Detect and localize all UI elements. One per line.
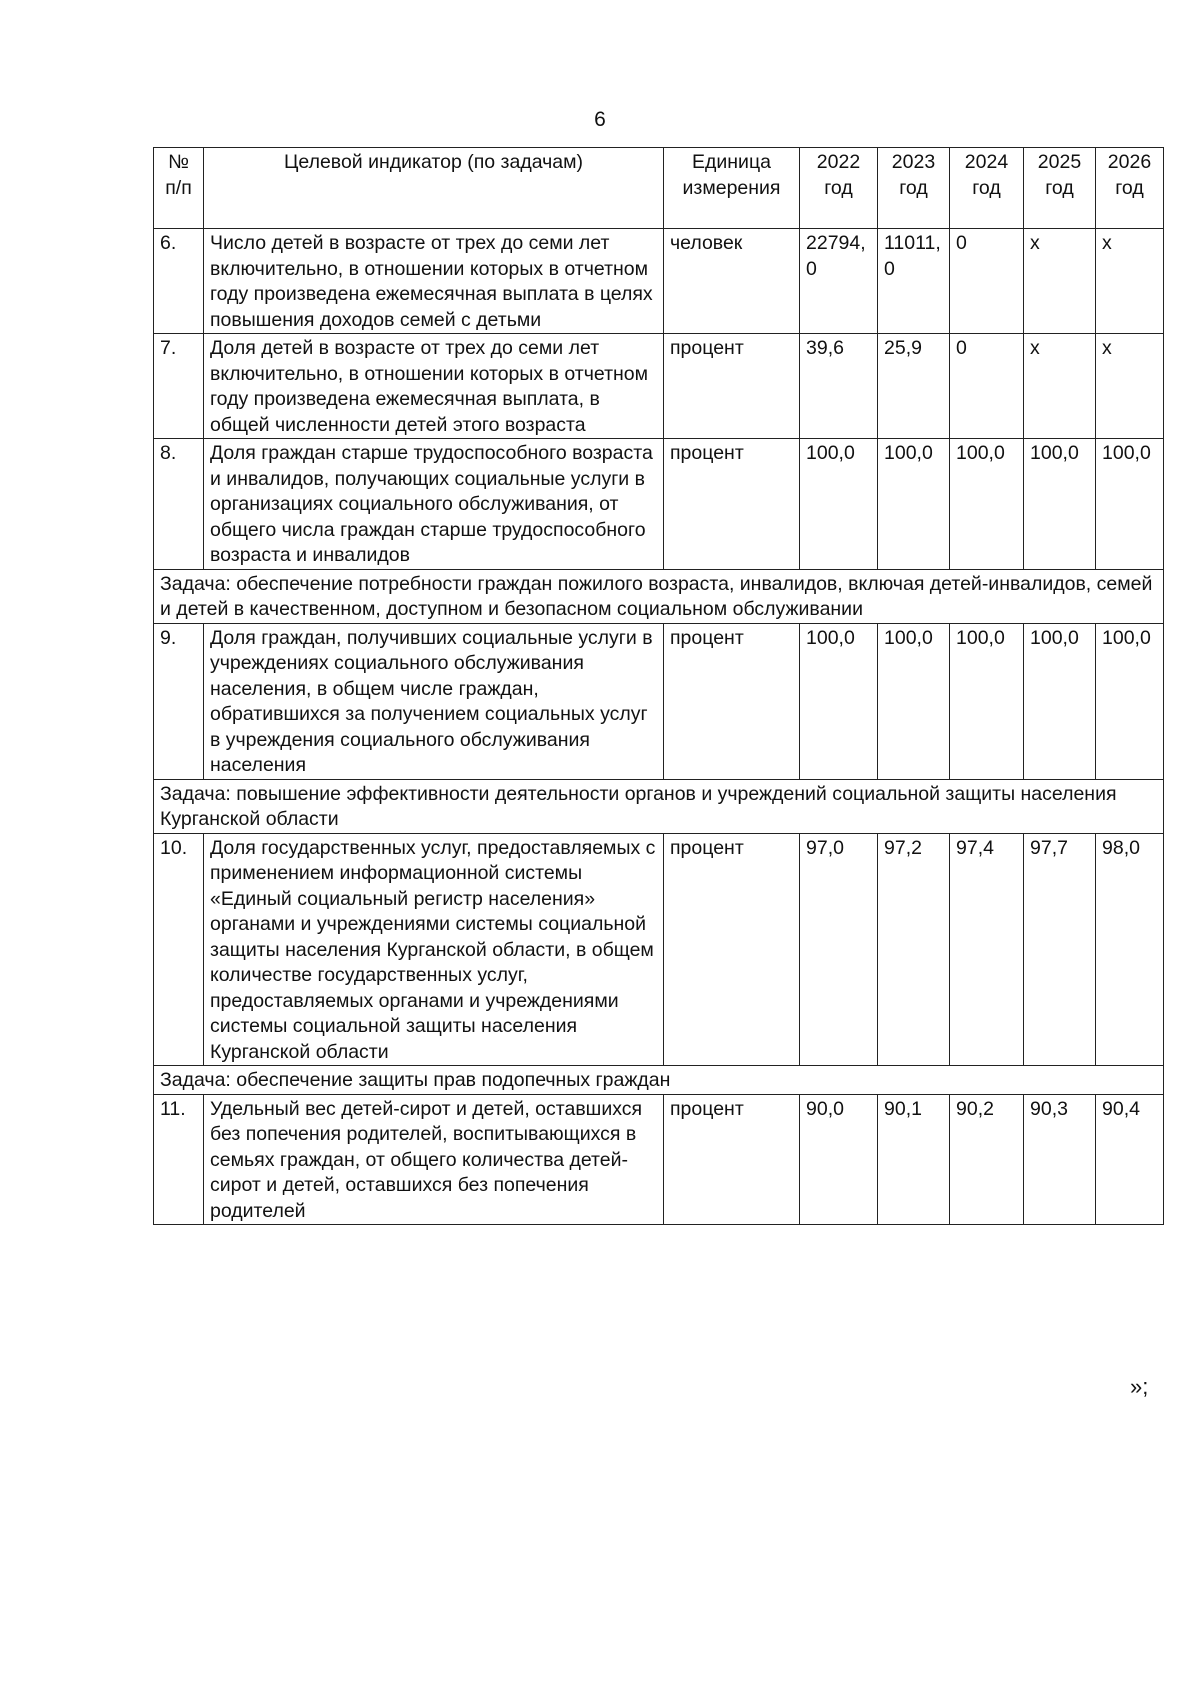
unit-cell: процент: [664, 1094, 800, 1225]
value-2023: 100,0: [878, 439, 950, 570]
header-2022: 2022 год: [800, 148, 878, 229]
value-2023: 90,1: [878, 1094, 950, 1225]
table-row: [154, 439, 1164, 570]
task-row: [154, 779, 1164, 833]
header-unit: Единица измерения: [664, 148, 800, 229]
value-2024: 100,0: [950, 439, 1024, 570]
header-2023: 2023 год: [878, 148, 950, 229]
unit-cell: процент: [664, 334, 800, 439]
table-row: [154, 229, 1164, 334]
value-2026: 90,4: [1096, 1094, 1164, 1225]
value-2022: 100,0: [800, 623, 878, 779]
indicators-table: [153, 147, 1164, 1225]
indicator-text: Доля граждан, получивших социальные услуги в учреждениях социального обслуживания населения, в общем числе граждан, обратившихся за получением социальных услуг в учреждения социального обслуживания населения: [204, 623, 664, 779]
value-2025: 100,0: [1024, 623, 1096, 779]
value-2025: 97,7: [1024, 833, 1096, 1066]
header-2024: 2024 год: [950, 148, 1024, 229]
row-number: 10.: [154, 833, 204, 1066]
unit-cell: процент: [664, 833, 800, 1066]
header-2026: 2026 год: [1096, 148, 1164, 229]
task-text: Задача: обеспечение защиты прав подопечных граждан: [154, 1066, 1164, 1095]
task-row: [154, 1066, 1164, 1095]
header-num: № п/п: [154, 148, 204, 229]
value-2026: 100,0: [1096, 439, 1164, 570]
table-row: [154, 334, 1164, 439]
closing-quote-mark: »;: [1130, 1374, 1149, 1399]
unit-cell: процент: [664, 623, 800, 779]
value-2025: x: [1024, 334, 1096, 439]
value-2022: 100,0: [800, 439, 878, 570]
value-2022: 97,0: [800, 833, 878, 1066]
row-number: 11.: [154, 1094, 204, 1225]
row-number: 9.: [154, 623, 204, 779]
value-2026: 100,0: [1096, 623, 1164, 779]
value-2022: 39,6: [800, 334, 878, 439]
table-row: [154, 623, 1164, 779]
value-2025: x: [1024, 229, 1096, 334]
value-2023: 11011,0: [878, 229, 950, 334]
indicator-text: Доля граждан старше трудоспособного возраста и инвалидов, получающих социальные услуги в организациях социального обслуживания, от общего числа граждан старше трудоспособного возраста и инвалидов: [204, 439, 664, 570]
value-2024: 0: [950, 229, 1024, 334]
page-number: 6: [594, 108, 606, 131]
header-2025: 2025 год: [1024, 148, 1096, 229]
value-2025: 90,3: [1024, 1094, 1096, 1225]
table-header-row: [154, 148, 1164, 229]
value-2026: x: [1096, 229, 1164, 334]
value-2026: 98,0: [1096, 833, 1164, 1066]
task-text: Задача: обеспечение потребности граждан пожилого возраста, инвалидов, включая детей-инвалидов, семей и детей в качественном, доступном и безопасном социальном обслуживании: [154, 569, 1164, 623]
table-row: [154, 833, 1164, 1066]
value-2022: 90,0: [800, 1094, 878, 1225]
value-2024: 90,2: [950, 1094, 1024, 1225]
value-2026: x: [1096, 334, 1164, 439]
value-2025: 100,0: [1024, 439, 1096, 570]
indicator-text: Доля государственных услуг, предоставляемых с применением информационной системы «Единый социальный регистр населения» органами и учреждениями системы социальной защиты населения Курганской области, в общем количестве государственных услуг, предоставляемых органами и учреждениями системы социальной защиты населения Курганской области: [204, 833, 664, 1066]
row-number: 7.: [154, 334, 204, 439]
row-number: 8.: [154, 439, 204, 570]
value-2024: 97,4: [950, 833, 1024, 1066]
value-2023: 25,9: [878, 334, 950, 439]
value-2023: 100,0: [878, 623, 950, 779]
unit-cell: человек: [664, 229, 800, 334]
task-text: Задача: повышение эффективности деятельности органов и учреждений социальной защиты населения Курганской области: [154, 779, 1164, 833]
indicator-text: Доля детей в возрасте от трех до семи лет включительно, в отношении которых в отчетном году произведена ежемесячная выплата, в общей численности детей этого возраста: [204, 334, 664, 439]
task-row: [154, 569, 1164, 623]
indicator-text: Число детей в возрасте от трех до семи лет включительно, в отношении которых в отчетном году произведена ежемесячная выплата в целях повышения доходов семей с детьми: [204, 229, 664, 334]
indicator-text: Удельный вес детей-сирот и детей, оставшихся без попечения родителей, воспитывающихся в семьях граждан, от общего количества детей-сирот и детей, оставшихся без попечения родителей: [204, 1094, 664, 1225]
row-number: 6.: [154, 229, 204, 334]
table-row: [154, 1094, 1164, 1225]
value-2024: 100,0: [950, 623, 1024, 779]
value-2024: 0: [950, 334, 1024, 439]
header-indicator: Целевой индикатор (по задачам): [204, 148, 664, 229]
value-2022: 22794,0: [800, 229, 878, 334]
value-2023: 97,2: [878, 833, 950, 1066]
unit-cell: процент: [664, 439, 800, 570]
